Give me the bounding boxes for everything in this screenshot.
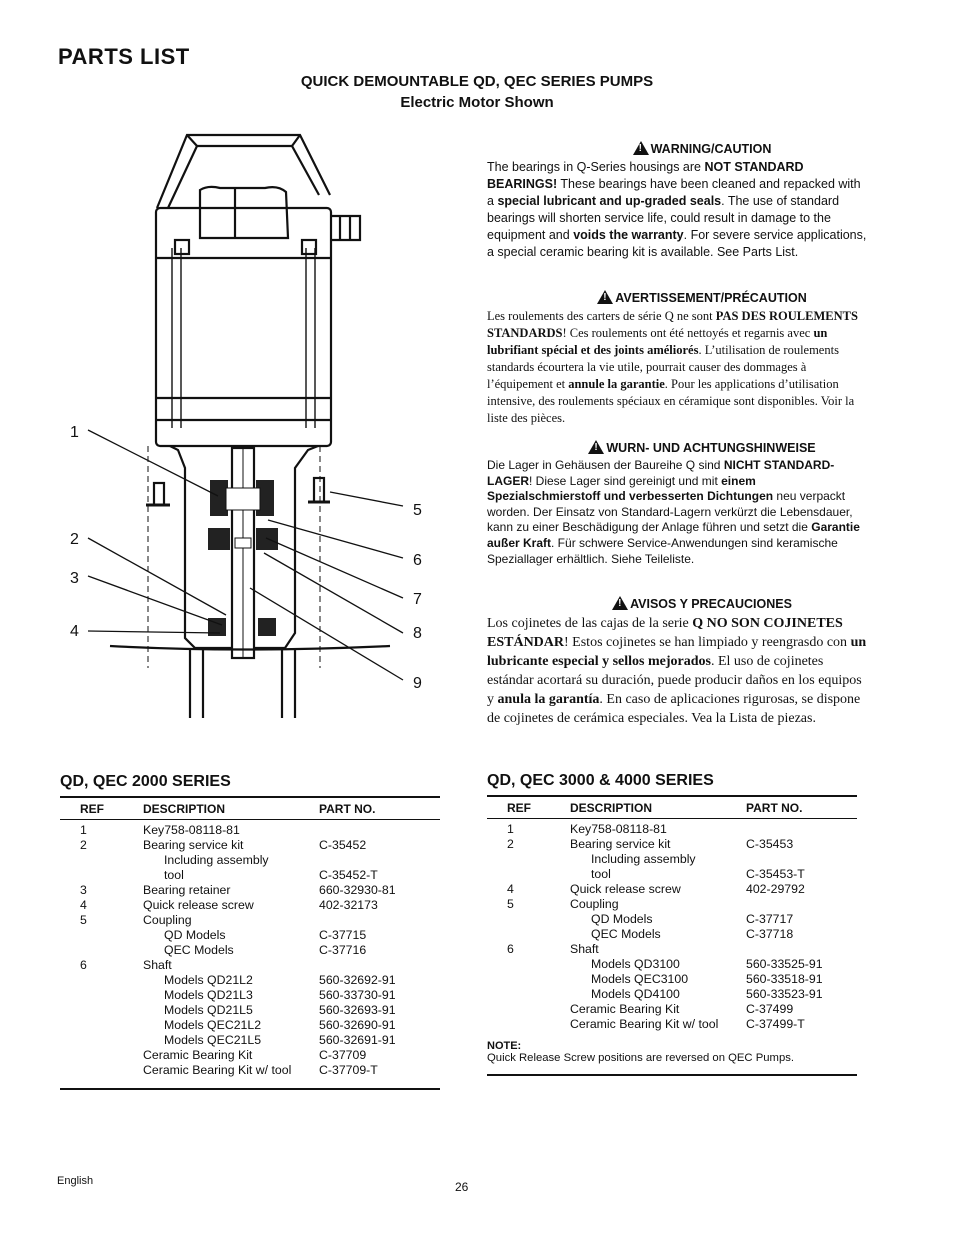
- parts-table-2000: [60, 796, 440, 1090]
- table-row: [487, 1017, 857, 1032]
- part-number-cell: [319, 913, 440, 928]
- part-number-cell: [319, 823, 440, 838]
- description-cell: QD Models: [164, 928, 226, 942]
- ref-cell: [60, 928, 143, 943]
- part-number-cell: 560-33525-91: [746, 957, 823, 971]
- ref-cell: [487, 927, 570, 942]
- callout-6: 6: [413, 552, 422, 569]
- description-cell: tool: [164, 868, 184, 882]
- warning-spanish: [487, 596, 867, 728]
- table-row: [487, 957, 857, 972]
- description-cell: Models QD4100: [591, 987, 680, 1001]
- ref-cell: 6: [80, 958, 87, 972]
- description-cell: Ceramic Bearing Kit: [143, 1048, 253, 1062]
- description-cell: Key758-08118-81: [570, 822, 667, 836]
- description-cell: Models QEC3100: [591, 972, 689, 986]
- ref-cell: [487, 867, 570, 882]
- callout-2: 2: [70, 531, 79, 548]
- table-row: [60, 883, 440, 898]
- description-cell: Models QEC21L5: [164, 1033, 262, 1047]
- warning-heading: WURN- UND ACHTUNGSHINWEISE: [606, 441, 816, 455]
- table-row: [60, 823, 440, 838]
- part-number-cell: C-37499-T: [746, 1017, 805, 1031]
- ref-cell: 1: [507, 822, 514, 836]
- ref-cell: 3: [80, 883, 87, 897]
- description-cell: Coupling: [143, 913, 192, 927]
- page-title: PARTS LIST: [58, 44, 190, 69]
- warning-icon: [633, 141, 649, 155]
- description-cell: Quick release screw: [143, 898, 254, 912]
- description-cell: Models QEC21L2: [164, 1018, 262, 1032]
- table-note: NOTE: Quick Release Screw positions are reversed on QEC Pumps.: [487, 1040, 795, 1064]
- table-row: [487, 882, 857, 897]
- callout-5: 5: [413, 502, 422, 519]
- part-number-cell: [319, 853, 440, 868]
- table-row: [487, 927, 857, 942]
- warning-english: [487, 141, 867, 261]
- ref-cell: [60, 1063, 143, 1078]
- pump-diagram: [60, 128, 440, 728]
- warning-french: [487, 290, 867, 427]
- table-header: REF DESCRIPTION PART NO.: [487, 795, 857, 819]
- part-number-cell: 560-33523-91: [746, 987, 823, 1001]
- part-number-cell: 560-32691-91: [319, 1033, 396, 1047]
- table-3000-title: QD, QEC 3000 & 4000 SERIES: [487, 772, 714, 789]
- description-cell: Shaft: [143, 958, 172, 972]
- callout-1: 1: [70, 424, 79, 441]
- ref-cell: 5: [507, 897, 514, 911]
- subtitle-motor: Electric Motor Shown: [400, 94, 554, 111]
- warning-heading: WARNING/CAUTION: [650, 142, 772, 156]
- ref-cell: [487, 1002, 570, 1017]
- part-number-cell: C-37709-T: [319, 1063, 378, 1077]
- table-row: [60, 838, 440, 853]
- part-number-cell: C-37716: [319, 943, 367, 957]
- table-row: [487, 1002, 857, 1017]
- table-row: [487, 822, 857, 837]
- part-number-cell: C-37499: [746, 1002, 794, 1016]
- warning-heading: AVERTISSEMENT/PRÉCAUTION: [615, 291, 807, 305]
- table-row: [487, 987, 857, 1002]
- part-number-cell: C-35453-T: [746, 867, 805, 881]
- ref-cell: 2: [80, 838, 87, 852]
- part-number-cell: [746, 897, 857, 912]
- warning-icon: [612, 596, 628, 610]
- callout-7: 7: [413, 591, 422, 608]
- part-number-cell: C-37718: [746, 927, 794, 941]
- table-row: [487, 972, 857, 987]
- table-body: [487, 819, 857, 1032]
- description-cell: Bearing retainer: [143, 883, 231, 897]
- warning-text: The bearings in Q-Series housings are NOT STANDARD BEARINGS! These bearings have been cleaned and repacked with a special lubricant and up-graded seals. The use of standard bearings will shorten service life, could result in damage to the equipment and voids the warranty. For severe service applications, a special ceramic bearing kit is available. See Parts List.: [487, 160, 867, 259]
- ref-cell: [487, 987, 570, 1002]
- part-number-cell: 402-29792: [746, 882, 805, 896]
- table-row: [60, 1048, 440, 1063]
- table-row: [60, 1003, 440, 1018]
- ref-cell: [487, 972, 570, 987]
- ref-cell: [60, 868, 143, 883]
- table-row: [60, 928, 440, 943]
- description-cell: Models QD21L2: [164, 973, 253, 987]
- table-row: [60, 1033, 440, 1048]
- table-row: [60, 1063, 440, 1078]
- ref-cell: [60, 853, 143, 868]
- table-row: [60, 973, 440, 988]
- ref-cell: 6: [507, 942, 514, 956]
- part-number-cell: 402-32173: [319, 898, 378, 912]
- ref-cell: [487, 1017, 570, 1032]
- callout-9: 9: [413, 675, 422, 692]
- part-number-cell: 560-32692-91: [319, 973, 396, 987]
- part-number-cell: 560-33518-91: [746, 972, 823, 986]
- description-cell: Key758-08118-81: [143, 823, 240, 837]
- part-number-cell: 560-33730-91: [319, 988, 396, 1002]
- table-row: [487, 867, 857, 882]
- ref-cell: 4: [80, 898, 87, 912]
- table-row: [487, 852, 857, 867]
- ref-cell: [60, 988, 143, 1003]
- table-row: [60, 1018, 440, 1033]
- ref-cell: 5: [80, 913, 87, 927]
- page-number: 26: [455, 1180, 469, 1194]
- table-row: [60, 868, 440, 883]
- callout-3: 3: [70, 570, 79, 587]
- part-number-cell: C-35452-T: [319, 868, 378, 882]
- part-number-cell: C-35453: [746, 837, 794, 851]
- table-row: [487, 912, 857, 927]
- description-cell: Bearing service kit: [570, 837, 671, 851]
- table-header: REF DESCRIPTION PART NO.: [60, 796, 440, 820]
- warning-text: Les roulements des carters de série Q ne sont PAS DES ROULEMENTS STANDARDS! Ces roulements ont été nettoyés et regarnis avec un lubrifiant spécial et des joints améliorés. L’utilisation de roulements standards écourtera la vie utile, pourrait causer des dommages à l’équipement et annule la garantie. Pour les applications d’utilisation intensive, des roulements spéciaux en céramique sont disponibles. Voir la liste des pièces.: [487, 309, 858, 425]
- ref-cell: 1: [80, 823, 87, 837]
- description-cell: QEC Models: [591, 927, 661, 941]
- description-cell: Ceramic Bearing Kit: [570, 1002, 680, 1016]
- warning-text: Los cojinetes de las cajas de la serie Q NO SON COJINETES ESTÁNDAR! Estos cojinetes se han limpiado y reengrasdo con un lubricante especial y sellos mejorados. El uso de cojinetes estándar acortará su duración, puede producir daños en los equipos y anula la garantía. En caso de aplicaciones rigurosas, se dispone de cojinetes de cerámica especiales. Vea la Lista de piezas.: [487, 616, 867, 726]
- table-row: [60, 913, 440, 928]
- ref-cell: [487, 852, 570, 867]
- description-cell: Including assembly: [164, 853, 269, 867]
- ref-cell: [60, 1033, 143, 1048]
- description-cell: Ceramic Bearing Kit w/ tool: [143, 1063, 292, 1077]
- part-number-cell: C-37717: [746, 912, 794, 926]
- description-cell: Models QD21L3: [164, 988, 253, 1002]
- part-number-cell: 560-32693-91: [319, 1003, 396, 1017]
- table-row: [487, 837, 857, 852]
- table-body: [60, 820, 440, 1088]
- part-number-cell: C-37709: [319, 1048, 367, 1062]
- description-cell: Quick release screw: [570, 882, 681, 896]
- ref-cell: [60, 943, 143, 958]
- table-row: [60, 853, 440, 868]
- warning-icon: [597, 290, 613, 304]
- warning-german: [487, 440, 867, 567]
- footer-language: English: [57, 1175, 94, 1187]
- ref-cell: [60, 1048, 143, 1063]
- description-cell: Including assembly: [591, 852, 696, 866]
- ref-cell: [60, 1003, 143, 1018]
- warning-text: Die Lager in Gehäusen der Baureihe Q sind NICHT STANDARD-LAGER! Diese Lager sind gereinigt und mit einem Spezialschmierstoff und verbesserten Dichtungen neu verpackt worden. Der Einsatz von Standard-Lagern verkürzt die Lebensdauer, kann zu einer Beschädigung der Anlage führen und setzt die Garantie außer Kraft. Für schwere Service-Anwendungen sind keramische Speziallager erhältlich. Siehe Teileliste.: [487, 458, 860, 566]
- table-row: [60, 958, 440, 973]
- part-number-cell: C-35452: [319, 838, 367, 852]
- description-cell: QEC Models: [164, 943, 234, 957]
- description-cell: Shaft: [570, 942, 599, 956]
- ref-cell: 2: [507, 837, 514, 851]
- description-cell: Models QD21L5: [164, 1003, 253, 1017]
- ref-cell: [60, 973, 143, 988]
- table-row: [60, 943, 440, 958]
- description-cell: Ceramic Bearing Kit w/ tool: [570, 1017, 719, 1031]
- table-row: [487, 897, 857, 912]
- subtitle-series: QUICK DEMOUNTABLE QD, QEC SERIES PUMPS: [300, 73, 654, 90]
- part-number-cell: [746, 942, 857, 957]
- warning-icon: [588, 440, 604, 454]
- table-row: [487, 942, 857, 957]
- table-row: [60, 988, 440, 1003]
- ref-cell: [487, 957, 570, 972]
- description-cell: QD Models: [591, 912, 653, 926]
- ref-cell: [487, 912, 570, 927]
- warning-heading: AVISOS Y PRECAUCIONES: [630, 597, 792, 611]
- subtitle: [0, 71, 954, 113]
- part-number-cell: 660-32930-81: [319, 883, 396, 897]
- ref-cell: 4: [507, 882, 514, 896]
- description-cell: tool: [591, 867, 611, 881]
- part-number-cell: [319, 958, 440, 973]
- callout-4: 4: [70, 623, 79, 640]
- table-2000-title: QD, QEC 2000 SERIES: [60, 773, 231, 790]
- part-number-cell: [746, 822, 857, 837]
- part-number-cell: [746, 852, 857, 867]
- part-number-cell: 560-32690-91: [319, 1018, 396, 1032]
- part-number-cell: C-37715: [319, 928, 367, 942]
- description-cell: Coupling: [570, 897, 619, 911]
- description-cell: Bearing service kit: [143, 838, 244, 852]
- table-row: [60, 898, 440, 913]
- callout-8: 8: [413, 625, 422, 642]
- parts-table-3000: [487, 795, 857, 1076]
- description-cell: Models QD3100: [591, 957, 680, 971]
- ref-cell: [60, 1018, 143, 1033]
